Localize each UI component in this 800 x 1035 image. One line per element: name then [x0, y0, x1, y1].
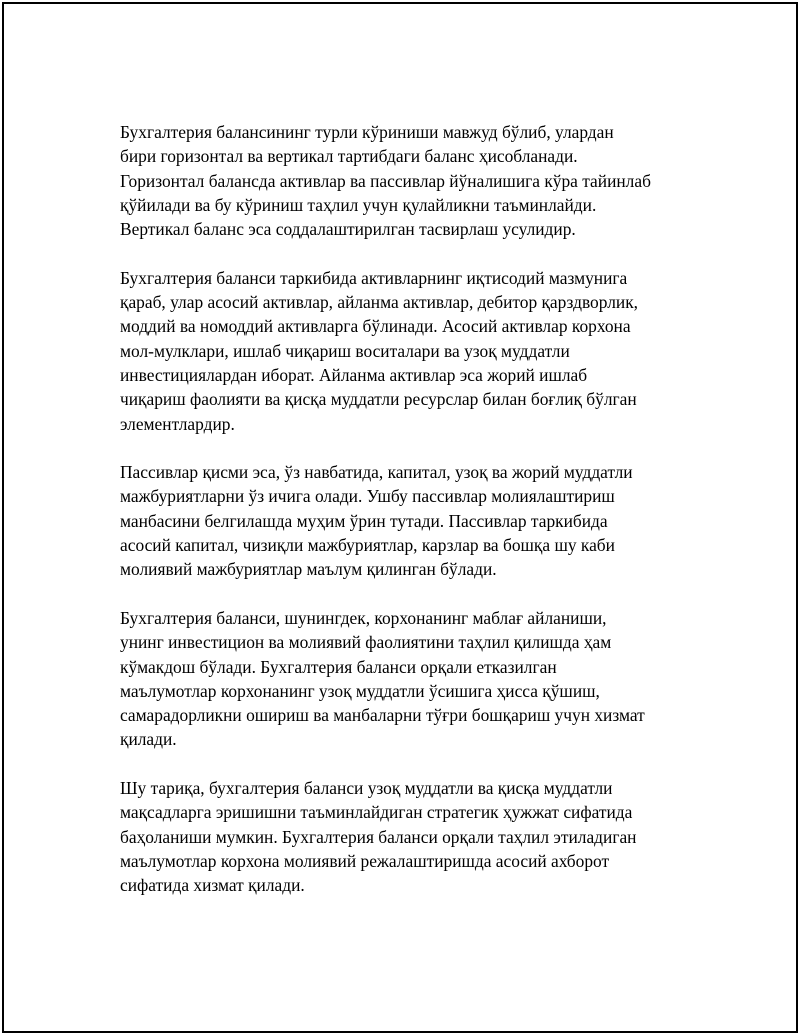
text-line: қўйилади ва бу кўриниш таҳлил учун қулайликни таъминлайди.: [120, 194, 597, 215]
text-line: бири горизонтал ва вертикал тартибдаги баланс ҳисобланади.: [120, 146, 578, 167]
paragraph-4: [120, 606, 690, 752]
paragraph-5: [120, 776, 690, 897]
paragraph-3: [120, 460, 690, 581]
page-frame: [2, 2, 798, 1033]
text-line: чиқариш фаолияти ва қисқа муддатли ресурслар билан боғлиқ бўлган: [120, 389, 637, 410]
text-line: унинг инвестицион ва молиявий фаолиятини таҳлил қилишда ҳам: [120, 632, 612, 653]
text-line: Шу тариқа, бухгалтерия баланси узоқ муддатли ва қисқа муддатли: [120, 778, 613, 799]
text-line: қараб, улар асосий активлар, айланма активлар, дебитор қарздворлик,: [120, 292, 638, 313]
text-line: маълумотлар корхонанинг узоқ муддатли ўсишига ҳисса қўшиш,: [120, 680, 600, 701]
text-line: Бухгалтерия балансининг турли кўриниши мавжуд бўлиб, улардан: [120, 122, 614, 142]
text-line: баҳоланиши мумкин. Бухгалтерия баланси орқали таҳлил этиладиган: [120, 826, 637, 847]
text-line: Пассивлар қисми эса, ўз навбатида, капитал, узоқ ва жорий муддатли: [120, 462, 633, 483]
text-line: мақсадларга эришишни таъминлайдиган стратегик ҳужжат сифатида: [120, 802, 633, 823]
document-body: [120, 120, 690, 922]
text-line: кўмакдош бўлади. Бухгалтерия баланси орқали етказилган: [120, 656, 557, 677]
text-line: манбасини белгилашда муҳим ўрин тутади. Пассивлар таркибида: [120, 510, 608, 531]
paragraph-2: [120, 266, 690, 436]
text-line: Вертикал баланс эса соддалаштирилган тасвирлаш усулидир.: [120, 219, 576, 240]
text-line: маълумотлар корхона молиявий режалаштиришда асосий ахборот: [120, 850, 610, 871]
text-line: инвестициялардан иборат. Айланма активлар эса жорий ишлаб: [120, 364, 588, 385]
text-line: Бухгалтерия баланси, шунингдек, корхонанинг маблағ айланиши,: [120, 607, 607, 628]
text-line: самарадорликни ошириш ва манбаларни тўғри бошқариш учун хизмат: [120, 705, 645, 726]
text-line: асосий капитал, чизиқли мажбуриятлар, карзлар ва бошқа шу каби: [120, 535, 615, 556]
text-line: мажбуриятларни ўз ичига олади. Ушбу пассивлар молиялаштириш: [120, 486, 615, 507]
paragraph-1: [120, 120, 690, 241]
text-line: моддий ва номоддий активларга бўлинади. Асосий активлар корхона: [120, 316, 631, 337]
text-line: элементлардир.: [120, 413, 235, 434]
text-line: молиявий мажбуриятлар маълум қилинган бўлади.: [120, 559, 497, 580]
text-line: Бухгалтерия баланси таркибида активларнинг иқтисодий мазмунига: [120, 267, 628, 288]
text-line: қилади.: [120, 729, 177, 750]
text-line: мол-мулклари, ишлаб чиқариш воситалари ва узоқ муддатли: [120, 340, 570, 361]
text-line: Горизонтал балансда активлар ва пассивлар йўналишига кўра тайинлаб: [120, 170, 651, 191]
text-line: сифатида хизмат қилади.: [120, 875, 305, 896]
